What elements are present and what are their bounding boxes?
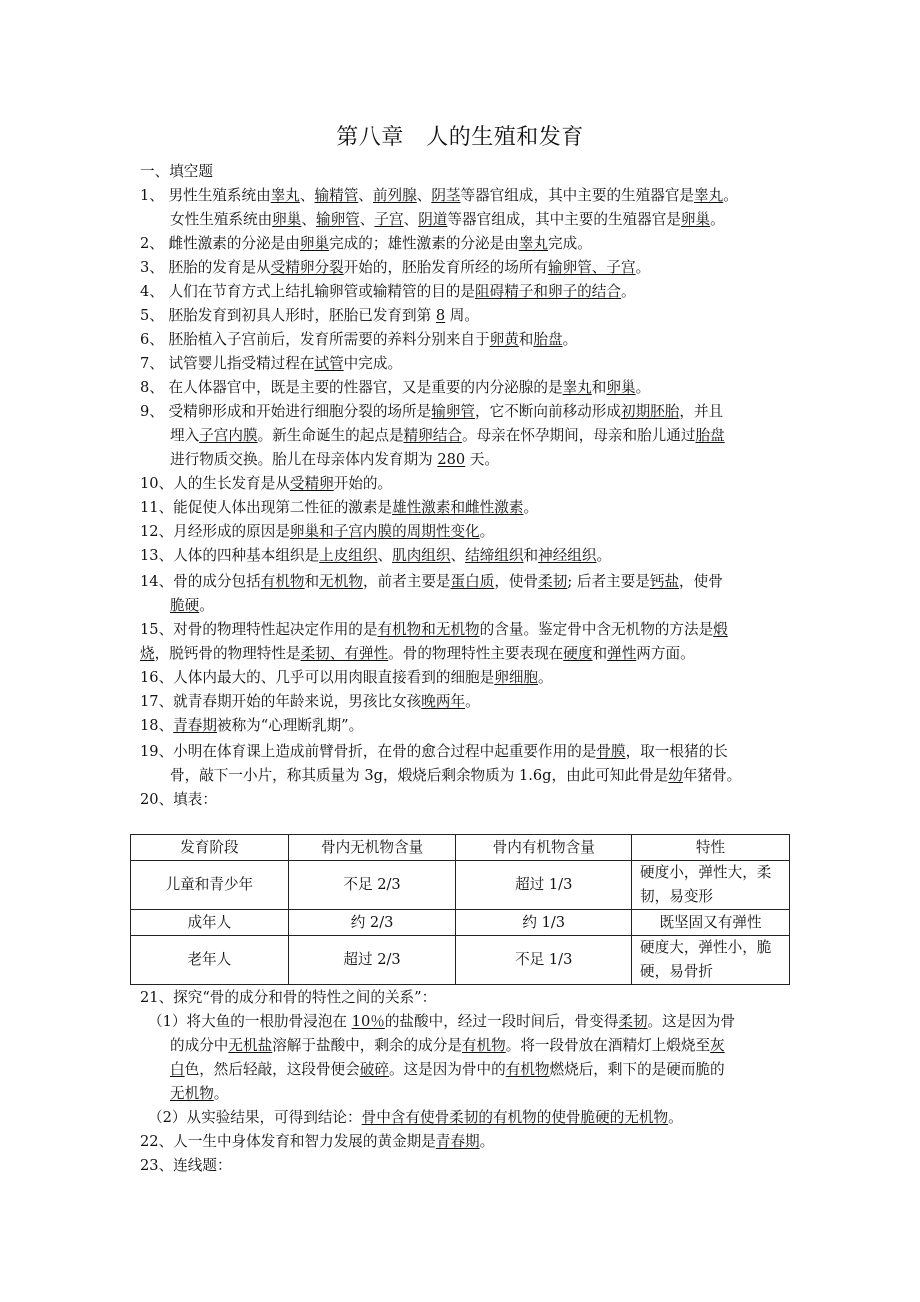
table-cell: 成年人 [131,910,289,936]
question-line [170,594,214,618]
bone-composition-table [130,834,790,985]
answer-blank: 睾丸 [694,187,724,204]
table-cell: 老年人 [131,936,289,985]
question-line [140,1154,232,1178]
answer-blank: 输卵管、子宫 [548,259,636,276]
question-text: 6、 胚胎植入子宫前后，发育所需要的养料分别来自于 [140,331,490,348]
question-text: 、 [359,211,375,228]
question-text: 。 [199,597,214,614]
answer-blank: 子宫 [374,211,404,228]
question-text: 。这是因为骨 [647,1013,736,1030]
answer-blank: 卵黄 [489,331,519,348]
question-text: 23、连线题： [140,1157,232,1174]
question-line [140,376,650,400]
question-line [140,280,636,304]
answer-blank: 卵巢 [680,211,711,228]
answer-blank: 煅 [713,621,728,638]
answer-blank: 卵巢和子宫内膜的周期性变化 [289,523,480,540]
answer-blank: 受精卵 [289,475,334,492]
question-line [140,184,738,208]
question-line [170,1034,725,1058]
answer-blank: 前列腺 [372,187,417,204]
answer-blank: 有机物 [505,1061,550,1078]
answer-blank: 子宫内膜 [199,427,258,444]
answer-blank: 受精卵分裂 [270,259,344,276]
answer-blank: 阴茎 [431,187,461,204]
question-line [140,472,392,496]
question-text: 完成。 [548,235,592,252]
question-line [140,328,577,352]
table-row [131,910,790,936]
question-text: 、 [358,187,373,204]
answer-blank: 幼 [668,767,683,784]
question-text: 进行物质交换。胎儿在母亲体内发育期为 [170,451,438,468]
answer-blank: 胎盘 [533,331,563,348]
answer-blank: 硬度 [563,645,593,662]
question-text: ，取一根猪的长 [625,743,728,760]
table-header-cell: 发育阶段 [131,835,289,861]
answer-blank: 精卵结合 [403,427,462,444]
question-text: 。母亲在怀孕期间，母亲和胎儿通过 [461,427,696,444]
answer-blank: 柔韧、有弹性 [300,645,389,662]
answer-blank: 无机物 [170,1085,214,1102]
answer-blank: 280 [437,451,466,468]
answer-blank: 阴道 [418,211,448,228]
answer-blank: 8 [435,307,446,324]
question-line [140,256,650,280]
question-line [140,740,728,764]
question-text: 年猪骨。 [682,767,742,784]
answer-blank: 有机物 [260,573,305,590]
answer-blank: 白 [170,1061,185,1078]
question-text: 的盐酸中，经过一段时间后，骨变得 [384,1013,619,1030]
question-text: 21、探究“骨的成分和骨的特性之间的关系”： [140,989,437,1006]
table-cell: 儿童和青少年 [131,861,289,910]
question-text: 、 [301,211,316,228]
question-text: 。骨的物理特性主要表现在 [388,645,564,662]
table-header-cell: 骨内有机物含量 [456,835,632,861]
question-line [148,1010,735,1034]
question-text: 等器官组成，其中主要的生殖器官是 [460,187,695,204]
question-text: 13、人体的四种基本组织是 [140,547,320,564]
question-text: 。 [479,523,495,540]
question-line [140,788,217,812]
question-text: 22、人一生中身体发育和智力发展的黄金期是 [140,1133,436,1150]
answer-blank: 睾丸 [518,235,549,252]
question-text: 完成的；雄性激素的分泌是由 [329,235,519,252]
answer-blank: 睾丸 [562,379,592,396]
question-text: 的含量。鉴定骨中含无机物的方法是 [479,621,714,638]
answer-blank: 卵巢 [299,235,330,252]
question-line [140,232,592,256]
question-text: 2、 雌性激素的分泌是由 [140,235,300,252]
question-line [170,1082,228,1106]
question-text: （2）从实验结果，可得到结论： [148,1109,362,1126]
table-cell: 既坚固又有弹性 [632,910,790,936]
question-text: ，使骨 [679,573,723,590]
question-line [140,400,723,424]
question-text: 7、 试管婴儿指受精过程在 [140,355,315,372]
question-text: 19、小明在体育课上造成前臂骨折，在骨的愈合过程中起重要作用的是 [140,743,597,760]
question-line [170,424,725,448]
answer-blank: 青春期 [173,717,217,734]
question-text: 20、填表： [140,791,217,808]
chapter-title: 第八章 人的生殖和发育 [336,125,584,150]
question-text: 10、人的生长发育是从 [140,475,290,492]
question-text: 12、月经形成的原因是 [140,523,290,540]
table-header-cell: 特性 [632,835,790,861]
question-text: ，脱钙骨的物理特性是 [154,645,301,662]
answer-blank: 输精管 [314,187,359,204]
table-cell: 超过 2/3 [288,936,456,985]
question-line [140,304,479,328]
answer-blank: 初期胚胎 [620,403,680,420]
answer-blank: 输卵管 [315,211,360,228]
question-text: 、 [416,187,432,204]
question-text: 。 [723,187,738,204]
question-text: 。 [465,693,480,710]
answer-blank: 破碎 [359,1061,389,1078]
question-text: 被称为“心理断乳期”。 [216,717,364,734]
table-cell: 约 1/3 [456,910,632,936]
question-text: 中完成。 [343,355,403,372]
question-text: 、 [403,211,419,228]
question-text: 。新生命诞生的起点是 [257,427,404,444]
question-text: 和 [592,645,608,662]
question-text: 和 [523,547,539,564]
answer-blank: 上皮组织 [319,547,378,564]
table-cell: 不足 2/3 [288,861,456,910]
answer-blank: 脆硬 [170,597,200,614]
question-text: 、 [299,187,315,204]
answer-blank: 柔韧 [538,573,568,590]
question-text: ，并且 [679,403,724,420]
question-text: 5、 胚胎发育到初具人形时，胚胎已发育到第 [140,307,436,324]
question-line [170,208,725,232]
question-text: （1）将大鱼的一根肋骨浸泡在 [148,1013,352,1030]
question-line [140,520,494,544]
question-text: ，前者主要是 [362,573,451,590]
table-row [131,936,790,985]
question-text: 14、骨的成分包括 [140,573,261,590]
answer-blank: 肌肉组织 [392,547,451,564]
question-text: 、 [450,547,466,564]
question-text: 。 [479,1133,495,1150]
question-text: 的成分中 [170,1037,229,1054]
question-text: 15、对骨的物理特性起决定作用的是 [140,621,378,638]
answer-blank: 骨中含有使骨柔韧的有机物的使骨脆硬的无机物 [361,1109,669,1126]
question-text: 燃烧后，剩下的是硬而脆的 [549,1061,725,1078]
answer-blank: 蛋白质 [450,573,495,590]
question-line [170,448,499,472]
answer-blank: 神经组织 [538,547,597,564]
answer-blank: 钙盐 [649,573,680,590]
answer-blank: 试管 [314,355,344,372]
question-line [140,618,728,642]
answer-blank: 卵巢 [272,211,302,228]
answer-blank: 10％ [351,1013,385,1030]
answer-blank: 骨膜 [596,743,626,760]
question-text: 16、人体内最大的、几乎可以用肉眼直接看到的细胞是 [140,669,495,686]
table-cell: 约 2/3 [288,910,456,936]
answer-blank: 灰 [710,1037,725,1054]
question-text: 两方面。 [636,645,695,662]
question-text: 色，然后轻敲，这段骨便会 [184,1061,360,1078]
question-text: 。 [538,669,553,686]
question-text: 。 [213,1085,229,1102]
question-line [140,690,480,714]
question-line [140,714,363,738]
question-text: 。 [668,1109,683,1126]
question-line [170,764,741,788]
question-text: 。 [523,499,539,516]
question-text: 。 [562,331,578,348]
question-text: 4、 人们在节育方式上结扎输卵管或输精管的目的是 [140,283,475,300]
question-line [140,352,402,376]
question-line [148,1106,683,1130]
question-line [140,570,723,594]
table-cell: 硬度大，弹性小，脆硬，易骨折 [632,936,790,985]
question-line [140,986,436,1010]
question-text: 和 [518,331,534,348]
question-text: 天。 [465,451,500,468]
question-line [140,496,538,520]
answer-blank: 睾丸 [270,187,300,204]
answer-blank: 烧 [140,645,155,662]
answer-blank: 晚两年 [421,693,466,710]
question-line [140,1130,494,1154]
answer-blank: 胎盘 [695,427,725,444]
question-text: 周。 [445,307,479,324]
question-text: 骨，敲下一小片，称其质量为 3g，煅烧后剩余物质为 1.6g，由此可知此骨是 [170,767,669,784]
question-text: 、 [377,547,393,564]
question-line [140,642,695,666]
question-text: 。 [710,211,725,228]
question-text: 。 [596,547,612,564]
question-text: 开始的，胚胎发育所经的场所有 [343,259,548,276]
answer-blank: 卵巢 [606,379,636,396]
table-header-row [131,835,790,861]
answer-blank: 无机盐 [228,1037,273,1054]
answer-blank: 青春期 [435,1133,480,1150]
question-line [140,544,611,568]
table-cell: 不足 1/3 [456,936,632,985]
question-text: 溶解于盐酸中，剩余的成分是 [272,1037,462,1054]
question-text: 。将一段骨放在酒精灯上煅烧至 [505,1037,711,1054]
answer-blank: 有机物和无机物 [377,621,480,638]
question-text: 。 [635,379,651,396]
answer-blank: 阻碍精子和卵子的结合 [475,283,621,300]
table-header-cell: 骨内无机物含量 [288,835,456,861]
answer-blank: 有机物 [461,1037,506,1054]
question-text: 9、 受精卵形成和开始进行细胞分裂的场所是 [140,403,432,420]
question-text: 埋入 [170,427,200,444]
question-text: 和 [591,379,607,396]
question-text: 。 [635,259,651,276]
question-text: ; 后者主要是 [567,573,650,590]
section-heading: 一、填空题 [140,163,213,180]
answer-blank: 雄性激素和雌性激素 [392,499,524,516]
question-text: ，使骨 [494,573,539,590]
question-text: 11、能促使人体出现第二性征的激素是 [140,499,393,516]
question-text: 女性生殖系统由 [170,211,273,228]
question-text: 17、就青春期开始的年龄来说，男孩比女孩 [140,693,422,710]
answer-blank: 弹性 [607,645,637,662]
answer-blank: 柔韧 [618,1013,648,1030]
answer-blank: 无机物 [319,573,363,590]
answer-blank: 输卵管 [431,403,476,420]
answer-blank: 卵细胞 [494,669,539,686]
question-text: 和 [304,573,320,590]
question-text: 。这是因为骨中的 [388,1061,506,1078]
question-text: ，它不断向前移动形成 [475,403,621,420]
table-cell: 超过 1/3 [456,861,632,910]
table-cell: 硬度小，弹性大，柔韧，易变形 [632,861,790,910]
question-text: 3、 胚胎的发育是从 [140,259,271,276]
question-text: 18、 [140,717,174,734]
question-line [170,1058,725,1082]
question-text: 8、 在人体器官中，既是主要的性器官，又是重要的内分泌腺的是 [140,379,563,396]
question-text: 。 [620,283,636,300]
table-row [131,861,790,910]
question-line [140,666,553,690]
question-text: 1、 男性生殖系统由 [140,187,271,204]
question-text: 等器官组成，其中主要的生殖器官是 [447,211,681,228]
answer-blank: 结缔组织 [465,547,524,564]
question-text: 开始的。 [333,475,393,492]
